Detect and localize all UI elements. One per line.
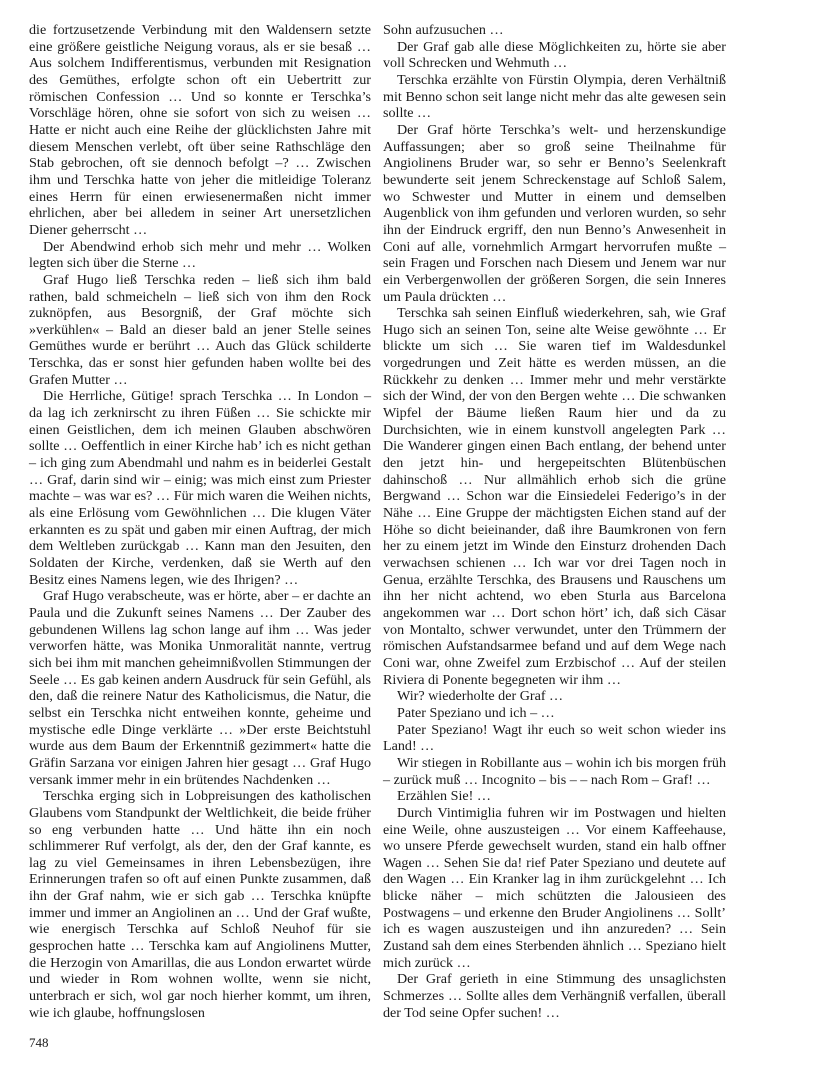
paragraph: Sohn aufzusuchen … <box>383 22 504 38</box>
paragraph: Pater Speziano und ich – … <box>397 704 555 721</box>
paragraph: Die Herrliche, Gütige! sprach Terschka … In London – da lag ich zerknirscht zu ihren Füßen … Sie schickte mir einen Geistlichen, dem ich meinen Glauben abschwören sollte … Oeffentlich in einer Kirche hab’ ich es nicht gethan – ich ging zum Abendmahl und nahm es in beiderlei Gestalt … Graf, darin sind wir – einig; was mich einst zum Priester machte – was war es? … Für mich waren die Weihen nichts, als eine Erlösung vom Gewöhnlichen … Die klugen Väter erkannten es zu spät und gaben mir einen Auftrag, der mich dem Weltleben zurückgab … Kann man den Jesuiten, den Soldaten der Kirche, verdenken, daß sie Werth auf den Besitz eines Namens legen, wie des Ihrigen? … <box>29 388 371 588</box>
paragraph: Graf Hugo ließ Terschka reden – ließ sich ihm bald rathen, bald schmeicheln – ließ sich von ihm den Rock zuknöpfen, aus Besorgniß, der Graf möchte sich »verkühlen« – Bald an dieser bald an jener Stelle seines Gemüthes wurde er berührt … Auch das Glück schilderte Terschka, das er sonst hier gefunden haben wollte bei des Grafen Mutter … <box>29 271 371 388</box>
paragraph: Der Graf hörte Terschka’s welt- und herzenskundige Auffassungen; aber so groß seine Theilnahme für Angiolinens Bruder war, so sehr er Benno’s Seelenkraft bewunderte seit jenem Schreckenstage auf Schloß Salem, wo Schwester und Mutter in einem und demselben Augenblick von ihm gefunden und verloren wurden, so sehr ihn der Eindruck ergriff, den nun Benno’s Anwesenheit in Coni auf alle, vornehmlich Armgart hervorrufen mußte – sein Fragen und Forschen nach Diesem und Jenem war nur ein Verbergenwollen der größeren Sorgen, die sein Inneres um Paula drückten … <box>383 121 726 305</box>
paragraph: Durch Vintimiglia fuhren wir im Postwagen und hielten eine Weile, ohne auszusteigen … Vor einem Kaffeehause, wo unsere Pferde gewechselt wurden, stand ein halb offner Wagen … Sehen Sie da! rief Pater Speziano und deutete auf den Wagen … Ein Kranker lag in ihm zurückgelehnt … Ich blicke näher – mich schützten die Jalousieen des Postwagens – und erkenne den Bruder Angiolinens … Sollt’ ich es wagen auszusteigen und ihn anzureden? … Sein Zustand sah dem eines Sterbenden ähnlich … Speziano hielt mich zurück … <box>383 804 726 971</box>
paragraph: Wir? wiederholte der Graf … <box>397 688 564 705</box>
paragraph: Graf Hugo verabscheute, was er hörte, aber – er dachte an Paula und die Zukunft seines Namens … Der Zauber des gebundenen Willens lag schon lange auf ihm … Was jeder verworfen hätte, was Monika Unmoralität nannte, vertrug sich bei ihm mit manchen geheimnißvollen Stimmungen der Seele … Es gab keinen andern Ausdruck für sein Gefühl, als den, daß die reinere Natur des Katholicismus, die Natur, die selbst ein Terschka nicht entweihen konnte, geheime und mystische edle Dinge verklärte … »Der erste Beichtstuhl wurde aus dem Baum der Erkenntniß gezimmert« hatte die Gräfin Sarzana vor einigen Jahren hier gesagt … Graf Hugo versank immer mehr in ein brütendes Nachdenken … <box>29 588 371 788</box>
paragraph: Erzählen Sie! … <box>397 788 491 805</box>
paragraph: Terschka sah seinen Einfluß wiederkehren, sah, wie Graf Hugo sich an seinen Ton, seine alte Weise gewöhnte … Er blickte um sich … Sie waren tief im Waldesdunkel vorgedrungen und Zeit hätte es werden müssen, an die Rückkehr zu denken … Immer mehr und mehr verstärkte sich der Wind, der von den Bergen wehte … Die schwanken Wipfel der Bäume ließen Raum hier und da zu Durchsichten, wie in einem kunstvoll angelegten Park … Die Wanderer gingen einen Bach entlang, der behend unter den jetzt hin- und hergepeitschten Blütenbüschen dahinschoß … Nur allmählich erhob sich die grüne Bergwand … Schon war die Einsiedelei Federigo’s in der Nähe … Eine Gruppe der mächtigsten Eichen stand auf der Höhe so dicht beieinander, daß ihre Baumkronen von fern her zu einem jetzt im Winde den Einsturz drohenden Dach verwachsen schienen … Ich war vor drei Tagen noch in Genua, erzählte Terschka, des Brausens und Rauschens um ihn her nicht achtend, wo eben Sturla aus Barcelona angekommen war … Dort schon hört’ ich, daß sich Cäsar von Montalto, schwer verwundet, unter den Trümmern der römischen Aufstandsarmee befand und auf dem Wege nach Coni war, ohne Zweifel zum Erzbischof … Auf der steilen Riviera di Ponente begegneten wir ihm … <box>383 305 726 688</box>
paragraph: Der Graf gab alle diese Möglichkeiten zu, hörte sie aber voll Schrecken und Wehmuth … <box>383 38 726 72</box>
paragraph: die fortzusetzende Verbindung mit den Waldensern setzte eine größere geistliche Neigung voraus, als er sie besaß … Aus solchem Indifferentismus, verbunden mit Resignation des Gemüthes, erfolgte schon oft ein Uebertritt zur römischen Confession … Und so konnte er Terschka’s Vorschläge hören, ohne sie sofort von sich zu weisen … Hatte er nicht auch eine Reihe der glücklichsten Jahre mit diesem Menschen verlebt, oft über seine Rathschläge den Stab gebrochen, oft sie dennoch befolgt –? … Zwischen ihm und Terschka hatte von jeher die mitleidige Toleranz eines Herrn für einen erwiesenermaßen nicht immer ehrlichen, aber bei alledem in seiner Art unersetzlichen Diener geherrscht … <box>29 22 371 238</box>
paragraph: Pater Speziano! Wagt ihr euch so weit schon wieder ins Land! … <box>383 721 726 755</box>
left-column <box>29 22 371 1021</box>
paragraph: Der Graf gerieth in eine Stimmung des unsaglichsten Schmerzes … Sollte alles dem Verhängniß verfallen, überall der Tod seine Opfer suchen! … <box>383 971 726 1021</box>
paragraph: Der Abendwind erhob sich mehr und mehr … Wolken legten sich über die Sterne … <box>29 238 371 272</box>
paragraph: Terschka erzählte von Fürstin Olympia, deren Verhältniß mit Benno schon seit lange nicht mehr das alte gewesen sein sollte … <box>383 71 726 122</box>
paragraph: Terschka erging sich in Lobpreisungen des katholischen Glaubens vom Standpunkt der Weltlichkeit, die beide früher so eng verbunden hatte … Und hätte ihn ein noch schlimmerer Ruf verfolgt, als der, den der Graf kannte, es lag zu viel Gemeinsames in ihren Lebensbezügen, ihre Erinnerungen trafen so oft auf einen Punkte zusammen, daß ihn der Graf nahm, wie er sich gab … Terschka knüpfte immer und immer an Angiolinen an … Und der Graf wußte, wie energisch Terschka auf Schloß Neuhof für sie gesprochen hatte … Terschka kam auf Angiolinens Mutter, die Herzogin von Amarillas, die aus London erwartet würde und wieder in Rom wohnen wollte, wenn sie nicht, unterbrach er sich, wol gar noch hierher kommt, um ihren, wie ich glaube, hoffnungslosen <box>29 788 371 1021</box>
page-number: 748 <box>29 1035 49 1050</box>
paragraph: Wir stiegen in Robillante aus – wohin ich bis morgen früh – zurück muß … Incognito – bis – – nach Rom – Graf! … <box>383 754 726 788</box>
right-column <box>383 22 726 1021</box>
